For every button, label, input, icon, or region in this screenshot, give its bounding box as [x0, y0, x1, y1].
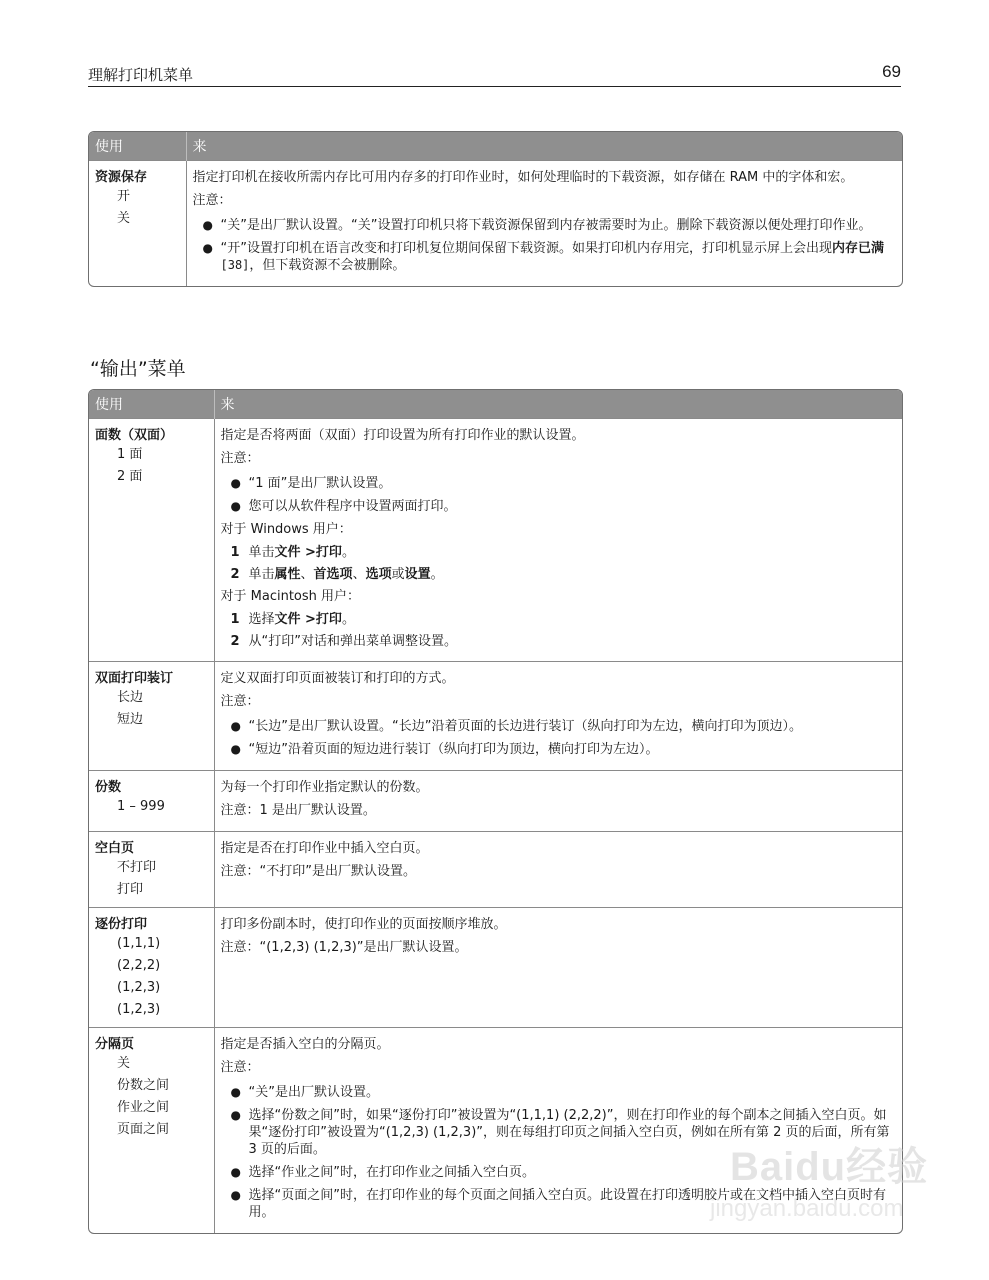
section-title: “输出”菜单 [90, 358, 186, 380]
list-item: ● 选择“作业之间”时，在打印作业之间插入空白页。 [230, 1164, 535, 1180]
option-item: 关 [117, 1055, 131, 1071]
bullet-icon: ● [230, 1187, 241, 1202]
bullet-icon: ● [230, 498, 241, 513]
option-item: (1,2,3) (1,2,3) [117, 979, 161, 1017]
option-item: 短边 [117, 711, 144, 727]
column-header-use: 使用 [89, 390, 214, 418]
watermark [700, 1135, 950, 1235]
option-item: 打印 [117, 881, 144, 897]
option-item: 1 面 [117, 446, 143, 462]
setting-description: 定义双面打印页面被装订和打印的方式。 [220, 670, 455, 686]
table-row [89, 160, 902, 286]
setting-name: 面数（双面） [95, 427, 174, 443]
list-item: ● “长边”是出厂默认设置。“长边”沿着页面的长边进行装订（纵向打印为左边，横向打印为顶边）。 [230, 718, 802, 734]
table-row [89, 831, 902, 907]
note-label: 注意： [220, 693, 260, 709]
mac-users-label: 对于 Macintosh 用户： [220, 588, 361, 604]
setting-description: 指定打印机在接收所需内存比可用内存多的打印作业时，如何处理临时的下载资源，如存储在 RAM 中的字体和宏。 [192, 169, 854, 185]
bullet-icon: ● [202, 240, 213, 255]
step-item: 2 单击属性、首选项、选项或设置。 [230, 566, 444, 582]
option-item: 1 – 999 [117, 798, 165, 814]
setting-name: 双面打印装订 [95, 670, 174, 686]
bullet-icon: ● [230, 741, 241, 756]
setting-description: 指定是否在打印作业中插入空白页。 [220, 840, 429, 856]
note-text: 注意：1 是出厂默认设置。 [220, 802, 376, 818]
setting-description: 为每一个打印作业指定默认的份数。 [220, 779, 429, 795]
windows-users-label: 对于 Windows 用户： [220, 521, 352, 537]
list-item: ● 选择“页面之间”时，在打印作业的每个页面之间插入空白页。此设置在打印透明胶片或在文档中插入空白页时有用。 [230, 1187, 886, 1220]
bullet-icon: ● [230, 1084, 241, 1099]
setting-name: 资源保存 [95, 169, 148, 185]
note-text: 注意：“不打印”是出厂默认设置。 [220, 863, 416, 879]
page-number: 69 [882, 62, 901, 81]
list-item: ● 您可以从软件程序中设置两面打印。 [230, 498, 457, 514]
step-item: 1 单击文件 >打印。 [230, 544, 355, 560]
setting-name: 空白页 [95, 840, 135, 856]
list-item: ● “1 面”是出厂默认设置。 [230, 475, 392, 491]
option-item: 关 [117, 210, 131, 226]
watermark-url: jingyan.baidu.com [710, 1195, 904, 1222]
table-row [89, 418, 902, 661]
setting-name: 分隔页 [95, 1036, 135, 1052]
step-item: 2 从“打印”对话和弹出菜单调整设置。 [230, 633, 457, 649]
option-item: 份数之间 [117, 1077, 170, 1093]
bullet-icon: ● [230, 1164, 241, 1179]
list-item: ● “关”是出厂默认设置。 [230, 1084, 379, 1100]
setting-description: 指定是否插入空白的分隔页。 [220, 1036, 390, 1052]
note-text: 注意：“(1,2,3) (1,2,3)”是出厂默认设置。 [220, 939, 468, 955]
column-header-to: 来 [214, 390, 902, 418]
step-item: 1 选择文件 >打印。 [230, 611, 355, 627]
setting-name: 逐份打印 [95, 916, 148, 932]
list-item: ● 选择“份数之间”时，如果“逐份打印”被设置为“(1,1,1) (2,2,2)”，则在打印作业的每个副本之间插入空白页。如果“逐份打印”被设置为“(1,2,3) (1,2,3)”，则在每组打印页之间插入空白页，例如在所有第 2 页的后面，所有第 3 页的后面。 [230, 1107, 890, 1157]
setting-description: 指定是否将两面（双面）打印设置为所有打印作业的默认设置。 [220, 427, 585, 443]
bullet-icon: ● [230, 718, 241, 733]
page-header [88, 62, 901, 87]
setting-name: 份数 [95, 779, 122, 795]
table-row [89, 907, 902, 1027]
option-item: 开 [117, 188, 131, 204]
status-code: [38] [220, 257, 250, 272]
table-row [89, 661, 902, 770]
bullet-icon: ● [202, 217, 213, 232]
status-message: 内存已满 [831, 240, 884, 256]
bullet-icon: ● [230, 1107, 241, 1122]
watermark-brand: Baidu经验 [730, 1145, 929, 1189]
bullet-icon: ● [230, 475, 241, 490]
column-header-to: 来 [186, 132, 902, 160]
list-item: ● “短边”沿着页面的短边进行装订（纵向打印为顶边，横向打印为左边）。 [230, 741, 659, 757]
option-item: 作业之间 [117, 1099, 170, 1115]
output-menu-table [88, 389, 903, 1234]
column-header-use: 使用 [89, 132, 186, 160]
option-item: 长边 [117, 689, 144, 705]
note-label: 注意： [192, 192, 232, 208]
list-item: ● “开”设置打印机在语言改变和打印机复位期间保留下载资源。如果打印机内存用完，打印机显示屏上会出现内存已满 [38]，但下载资源不会被删除。 [202, 240, 884, 273]
option-item: (1,1,1) (2,2,2) [117, 935, 161, 973]
option-item: 页面之间 [117, 1121, 170, 1137]
option-item: 2 面 [117, 468, 143, 484]
resource-save-table [88, 131, 903, 287]
option-item: 不打印 [117, 859, 157, 875]
list-item: ● “关”是出厂默认设置。“关”设置打印机只将下载资源保留到内存被需要时为止。删除下载资源以便处理打印作业。 [202, 217, 872, 233]
table-row [89, 770, 902, 831]
chapter-title: 理解打印机菜单 [88, 66, 194, 84]
setting-description: 打印多份副本时，使打印作业的页面按顺序堆放。 [220, 916, 507, 932]
note-label: 注意： [220, 1059, 260, 1075]
note-label: 注意： [220, 450, 260, 466]
